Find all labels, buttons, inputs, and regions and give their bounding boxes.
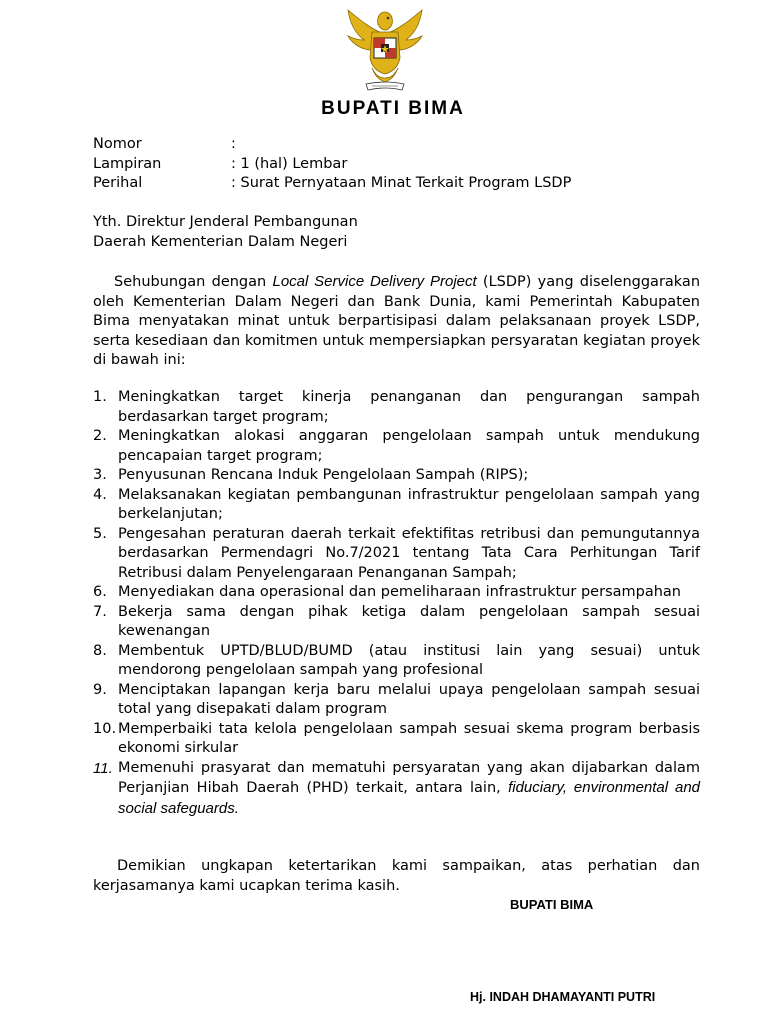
list-item-text: Membentuk UPTD/BLUD/BUMD (atau institusi lain yang sesuai) untuk mendorong pengelolaan sampah yang profesional bbox=[118, 642, 700, 678]
list-item-number: 1. bbox=[93, 389, 107, 405]
perihal-label: Perihal bbox=[93, 175, 143, 191]
intro-project-name: Local Service Delivery Project bbox=[272, 273, 477, 290]
list-item-number: 7. bbox=[93, 603, 107, 620]
recipient-line-1: Yth. Direktur Jenderal Pembangunan bbox=[93, 214, 358, 230]
list-item-number: 9. bbox=[93, 681, 107, 698]
list-item-text: Meningkatkan alokasi anggaran pengelolaan sampah untuk mendukung pencapaian target program; bbox=[118, 428, 700, 464]
list-item-text: Menyediakan dana operasional dan pemeliharaan infrastruktur persampahan bbox=[118, 584, 681, 600]
list-item-number: 2. bbox=[93, 428, 107, 444]
recipient-address bbox=[93, 213, 358, 252]
list-item-text: Pengesahan peraturan daerah terkait efektifitas retribusi dan pemungutannya berdasarkan Permendagri No.7/2021 tentang Tata Cara Perhitungan Tarif Retribusi dalam Penyelengaraan Penanganan Sampah; bbox=[118, 525, 700, 581]
intro-text-2: (LSDP) yang diselenggarakan oleh Kementerian Dalam Negeri dan Bank Dunia, kami Pemerintah Kabupaten Bima menyatakan minat untuk berpartisipasi dalam pelaksanaan proyek LSDP, serta kesediaan dan komitmen untuk mempersiapkan persyaratan kegiatan proyek di bawah ini: bbox=[93, 274, 701, 368]
list-item bbox=[93, 583, 700, 603]
list-item-number: 8. bbox=[93, 642, 107, 659]
intro-text-1: Sehubungan dengan bbox=[114, 274, 273, 290]
list-item bbox=[93, 642, 700, 681]
list-item bbox=[93, 720, 700, 759]
perihal-value: : Surat Pernyataan Minat Terkait Program LSDP bbox=[231, 175, 572, 191]
list-item-text: Melaksanakan kegiatan pembangunan infrastruktur pengelolaan sampah yang berkelanjutan; bbox=[118, 486, 700, 522]
intro-paragraph bbox=[93, 272, 700, 371]
garuda-emblem-icon bbox=[342, 6, 428, 94]
signature-name: Hj. INDAH DHAMAYANTI PUTRI bbox=[470, 990, 656, 1004]
nomor-label: Nomor bbox=[93, 136, 142, 152]
list-item bbox=[93, 427, 700, 466]
meta-row-lampiran bbox=[93, 155, 571, 175]
lampiran-value: : 1 (hal) Lembar bbox=[231, 155, 348, 172]
list-item-text: Menciptakan lapangan kerja baru melalui upaya pengelolaan sampah sesuai total yang disepakati dalam program bbox=[118, 681, 700, 717]
list-item-number: 3. bbox=[93, 467, 107, 483]
list-item bbox=[93, 759, 700, 820]
nomor-value: : bbox=[231, 136, 236, 152]
meta-row-nomor bbox=[93, 135, 571, 155]
list-item-text-italic: fiduciary, environmental and social safeguards. bbox=[118, 779, 701, 817]
closing-text: Demikian ungkapan ketertarikan kami sampaikan, atas perhatian dan kerjasamanya kami ucapkan terima kasih. bbox=[93, 858, 700, 894]
signature-title: BUPATI BIMA bbox=[510, 897, 594, 912]
list-item-number: 10. bbox=[93, 720, 117, 737]
list-item-number: 6. bbox=[93, 584, 107, 600]
letter-title: BUPATI BIMA bbox=[321, 98, 465, 119]
list-item-number: 11. bbox=[93, 759, 113, 777]
closing-paragraph bbox=[93, 857, 700, 896]
letter-meta bbox=[93, 135, 571, 194]
requirements-list bbox=[93, 388, 700, 819]
list-item-text: Penyusunan Rencana Induk Pengelolaan Sampah (RIPS); bbox=[118, 467, 529, 483]
meta-row-perihal bbox=[93, 174, 571, 194]
list-item bbox=[93, 681, 700, 720]
list-item-text: Bekerja sama dengan pihak ketiga dalam pengelolaan sampah sesuai kewenangan bbox=[118, 603, 700, 639]
list-item-text: Meningkatkan target kinerja penanganan dan pengurangan sampah berdasarkan target program; bbox=[118, 389, 700, 425]
list-item bbox=[93, 466, 700, 486]
list-item-number: 4. bbox=[93, 486, 107, 503]
recipient-line-2: Daerah Kementerian Dalam Negeri bbox=[93, 233, 348, 250]
lampiran-label: Lampiran bbox=[93, 155, 162, 172]
list-item-text: Memperbaiki tata kelola pengelolaan sampah sesuai skema program berbasis ekonomi sirkular bbox=[118, 720, 700, 756]
list-item-text bbox=[118, 759, 700, 820]
list-item bbox=[93, 525, 700, 584]
list-item-text-main: Memenuhi prasyarat dan mematuhi persyaratan yang akan dijabarkan dalam Perjanjian Hibah Daerah (PHD) terkait, antara lain, bbox=[118, 759, 700, 796]
list-item bbox=[93, 603, 700, 642]
list-item bbox=[93, 486, 700, 525]
list-item-number: 5. bbox=[93, 525, 107, 542]
list-item bbox=[93, 388, 700, 427]
